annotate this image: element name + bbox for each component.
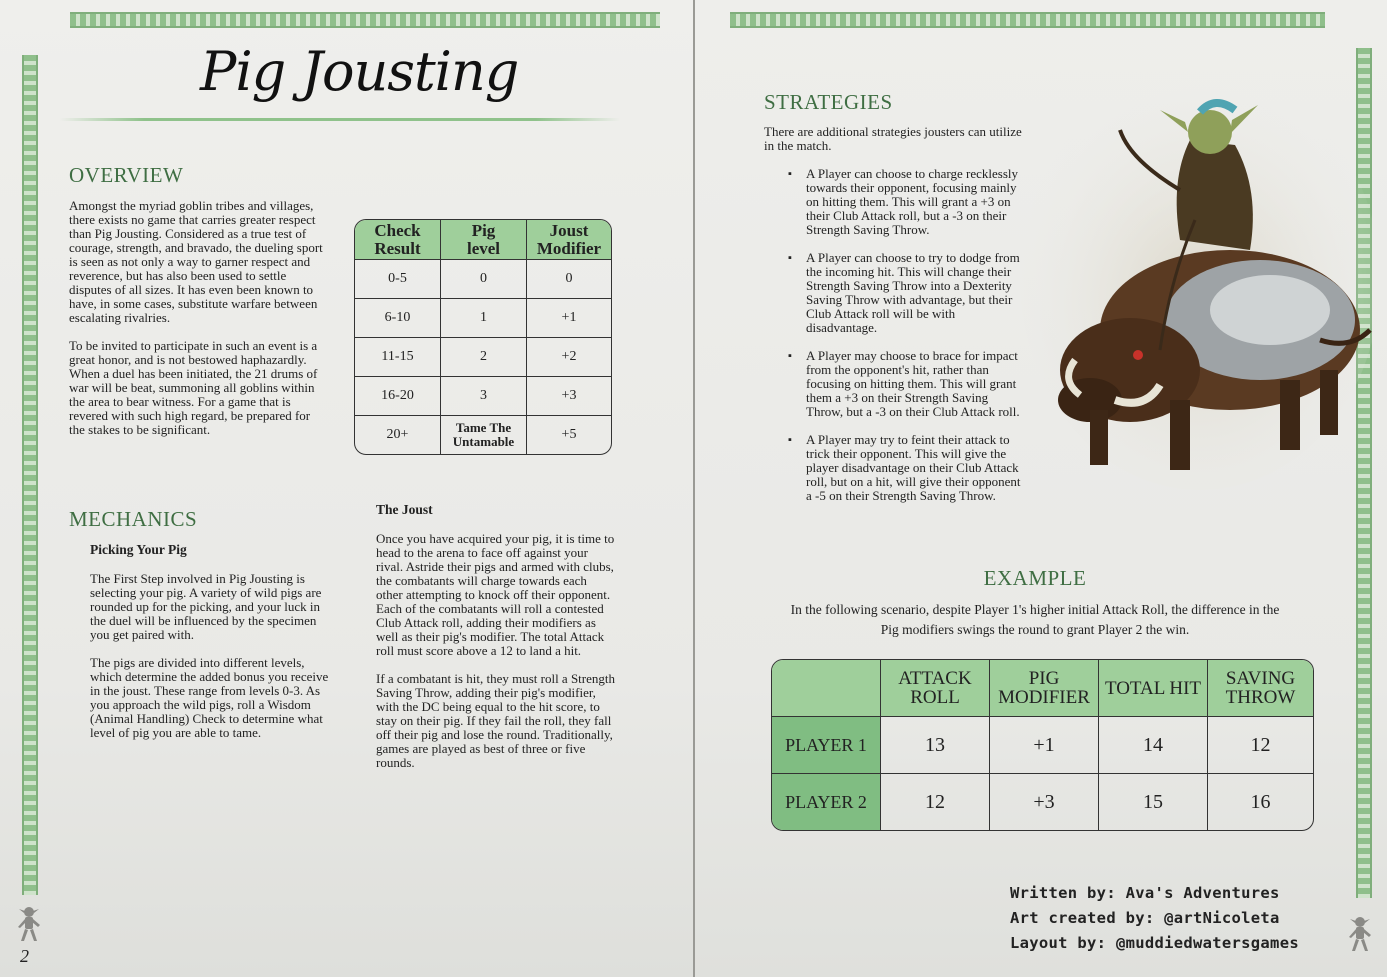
- table-cell: 20+: [355, 416, 441, 454]
- mechanics-heading: MECHANICS: [69, 507, 198, 531]
- table-header: PIG MODIFIER: [990, 660, 1099, 717]
- credit-artist: Art created by: @artNicoleta: [1010, 909, 1280, 927]
- overview-paragraph: To be invited to participate in such an event is a great honor, and is not bestowed haphazardly. When a duel has been initiated, the 21 drums of war will be beat, summoning all goblins within the area to bear witness. For a game that is revered with such high regard, be prepared for the stakes to be significant.: [69, 338, 318, 437]
- credits-block: [1010, 881, 1299, 956]
- table-cell: +1: [527, 299, 611, 338]
- goblin-icon: [1345, 913, 1375, 953]
- table-row: [355, 260, 611, 299]
- credit-layout: Layout by: @muddiedwatersgames: [1010, 934, 1299, 952]
- overview-text: [69, 199, 329, 451]
- table-header: SAVING THROW: [1208, 660, 1313, 717]
- table-cell: 0: [441, 260, 527, 299]
- table-row: [772, 774, 1313, 830]
- table-cell: +3: [527, 377, 611, 416]
- table-header: ATTACK ROLL: [881, 660, 990, 717]
- list-item: ▪ A Player can choose to charge recklessly towards their opponent, focusing mainly on hitting them. This will grant a +3 on their Club Attack roll, but a -3 on their Strength Saving Throw.: [788, 167, 1028, 237]
- table-cell: 12: [1208, 717, 1313, 774]
- mechanics-paragraph: The pigs are divided into different levels, which determine the added bonus you receive in the joust. These range from levels 0-3. As you approach the wild pigs, roll a Wisdom (Animal Handling) Check to determine what level of pig you are able to tame.: [90, 655, 329, 740]
- joust-paragraph: If a combatant is hit, they must roll a Strength Saving Throw, adding their pig's modifier, with the DC being equal to the hit score, to stay on their pig. If they fail the roll, they fall off their pig and lose the round. Traditionally, games are played as best of three or five rounds.: [376, 671, 616, 770]
- table-cell: 13: [881, 717, 990, 774]
- table-header: Joust Modifier: [527, 220, 611, 260]
- table-cell: +1: [990, 717, 1099, 774]
- mechanics-paragraph: The First Step involved in Pig Jousting is selecting your pig. A variety of wild pigs are rounded up for the picking, and your luck in the duel will be influenced by the specimen you get paired with.: [90, 571, 322, 642]
- table-cell: 0-5: [355, 260, 441, 299]
- table-cell: 1: [441, 299, 527, 338]
- strategies-list: [788, 167, 1028, 517]
- table-cell: 11-15: [355, 338, 441, 377]
- table-cell: 6-10: [355, 299, 441, 338]
- joust-paragraph: Once you have acquired your pig, it is time to head to the arena to face off against your rival. Astride their pigs and armed with clubs, the combatants will charge towards each other attempting to knock off their opponent. Each of the combatants will roll a contested Club Attack roll, adding their modifiers as well as their pig's modifier. The total Attack roll must score above a 12 to land a hit.: [376, 531, 615, 658]
- overview-heading: OVERVIEW: [69, 163, 184, 187]
- goblin-rider-illustration: [1020, 50, 1380, 490]
- table-cell: 3: [441, 377, 527, 416]
- credit-writer: Written by: Ava's Adventures: [1010, 884, 1280, 902]
- page-number: 2: [20, 946, 29, 966]
- table-cell: 14: [1099, 717, 1208, 774]
- strategies-intro: There are additional strategies jousters can utilize in the match.: [764, 124, 1022, 153]
- table-row: [355, 416, 611, 454]
- table-cell: 15: [1099, 774, 1208, 830]
- joust-text: [376, 532, 616, 784]
- example-text: In the following scenario, despite Player 1's higher initial Attack Roll, the difference in the Pig modifiers swings the round to grant Player 2 the win.: [790, 602, 1280, 637]
- example-heading: EXAMPLE: [983, 566, 1087, 590]
- title-divider: [60, 118, 620, 121]
- table-cell: +2: [527, 338, 611, 377]
- picking-pig-subheading: Picking Your Pig: [90, 542, 187, 557]
- overview-paragraph: Amongst the myriad goblin tribes and villages, there exists no game that carries greater respect than Pig Jousting. Considered as a true test of courage, strength, and bravado, the dueling sport is seen as not only a way to garner respect and reverence, but has also been used to settle disputes of all sizes. It has even been known to have, in some cases, substitute warfare between escalating rivalries.: [69, 198, 323, 325]
- row-header: PLAYER 1: [772, 717, 881, 774]
- table-cell: 2: [441, 338, 527, 377]
- table-row: [355, 299, 611, 338]
- table-header: [772, 660, 881, 717]
- page-title: Pig Jousting: [200, 40, 519, 103]
- table-row: [355, 338, 611, 377]
- row-header: PLAYER 2: [772, 774, 881, 830]
- the-joust-subheading: The Joust: [376, 502, 433, 517]
- table-cell: 12: [881, 774, 990, 830]
- example-table: [771, 659, 1314, 831]
- side-border-ornament: [22, 55, 38, 895]
- table-header: Pig level: [441, 220, 527, 260]
- table-header: TOTAL HIT: [1099, 660, 1208, 717]
- table-header: Check Result: [355, 220, 441, 260]
- top-border-ornament: [730, 12, 1325, 28]
- table-cell: 16: [1250, 790, 1271, 813]
- mechanics-text: [90, 572, 330, 754]
- table-row: [355, 377, 611, 416]
- strategies-heading: STRATEGIES: [764, 90, 893, 114]
- list-item: ▪ A Player can choose to try to dodge from the incoming hit. This will change their Strength Saving Throw into a Dexterity Saving Throw with advantage, but their Club Attack roll will be with disadvantage.: [788, 251, 1028, 335]
- table-cell: +5: [561, 427, 577, 442]
- top-border-ornament: [70, 12, 660, 28]
- goblin-icon: [14, 903, 44, 943]
- table-cell: 0: [527, 260, 611, 299]
- right-page: [695, 0, 1387, 977]
- table-cell: +3: [990, 774, 1099, 830]
- list-item: ▪ A Player may try to feint their attack to trick their opponent. This will give the player disadvantage on their Club Attack roll, but on a hit, will give their opponent a -5 on their Strength Saving Throw.: [788, 433, 1028, 503]
- list-item: ▪ A Player may choose to brace for impact from the opponent's hit, rather than focusing on hitting them. This will grant them a +3 on their Strength Saving Throw, but a -3 on their Club Attack roll.: [788, 349, 1028, 419]
- table-cell: Tame The Untamable: [441, 416, 527, 454]
- table-cell: 16-20: [355, 377, 441, 416]
- joust-modifier-table: [354, 219, 612, 455]
- table-row: [772, 717, 1313, 774]
